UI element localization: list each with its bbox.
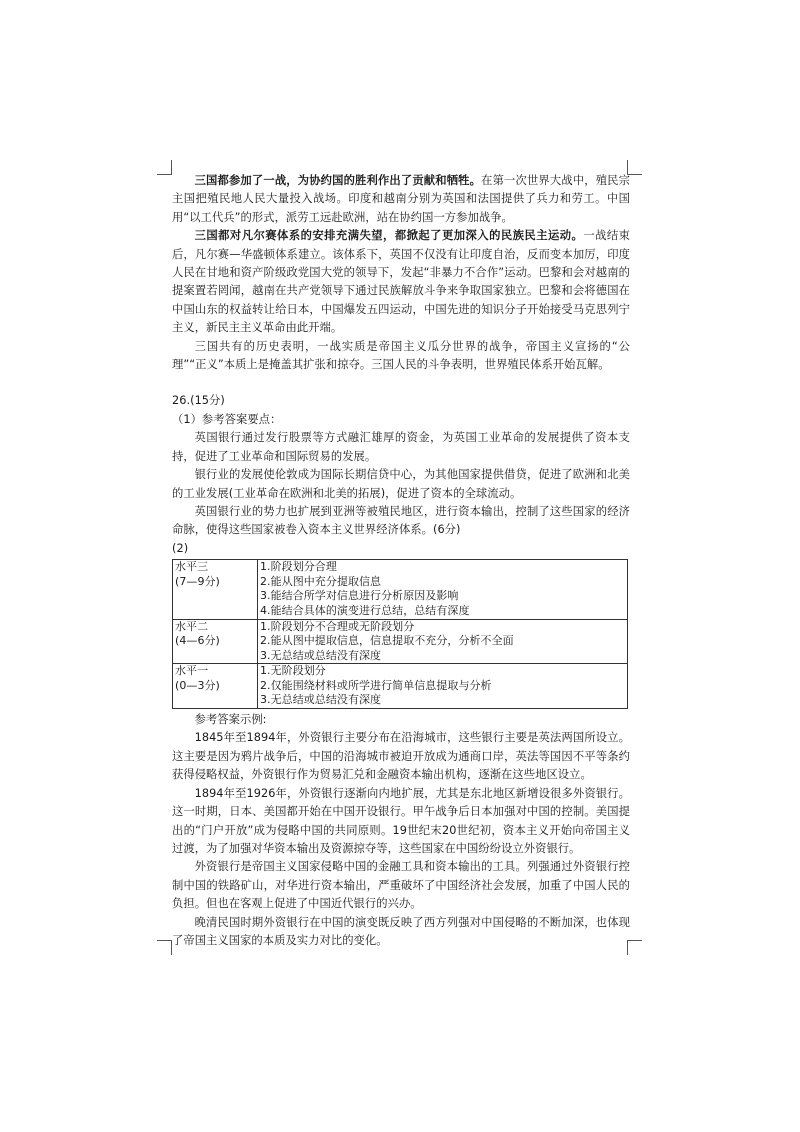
answer-point-1: 英国银行通过发行股票等方式融汇雄厚的资金，为英国工业革命的发展提供了资本支持，促进了工业革命和国际贸易的发展。 — [172, 431, 630, 463]
part1-label: （1）参考答案要点： — [172, 412, 282, 426]
rubric-criterion: 4.能结合具体的演变进行总结，总结有深度 — [260, 603, 470, 617]
rubric-criterion: 1.阶段划分不合理或无阶段划分 — [260, 619, 415, 633]
page-content — [172, 172, 630, 950]
paragraph-versailles — [172, 227, 630, 337]
rubric-level-cell — [173, 560, 258, 619]
example-paragraph-3: 外资银行是帝国主义国家侵略中国的金融工具和资本输出的工具。列强通过外资银行控制中国的铁路矿山，对华进行资本输出，严重破坏了中国经济社会发展，加重了中国人民的负担。但也在客观上促进了中国近代银行的兴办。 — [172, 860, 630, 911]
example-label: 参考答案示例: — [194, 713, 267, 727]
rubric-criterion: 3.无总结或总结没有深度 — [260, 693, 382, 707]
rubric-criteria-cell — [258, 664, 628, 709]
rubric-level: 水平二 — [175, 619, 209, 633]
rubric-criteria-cell — [258, 619, 628, 664]
question-heading: 26.(15分) — [172, 394, 225, 408]
crop-mark-top-left — [157, 160, 172, 175]
rubric-criterion: 3.无总结或总结没有深度 — [260, 648, 382, 662]
rubric-criterion: 2.能从图中充分提取信息 — [260, 574, 382, 588]
rubric-criterion: 1.阶段划分合理 — [260, 560, 337, 574]
answer-point-2: 银行业的发展使伦敦成为国际长期信贷中心，为其他国家提供借贷，促进了欧洲和北美的工业发展(工业革命在欧洲和北美的拓展)，促进了资本的全球流动。 — [172, 468, 630, 500]
rubric-level: 水平三 — [175, 560, 209, 574]
spacer — [172, 374, 630, 392]
answer-point-3: 英国银行业的势力也扩展到亚洲等被殖民地区，进行资本输出，控制了这些国家的经济命脉，使得这些国家被卷入资本主义世界经济体系。(6分) — [172, 504, 630, 537]
rubric-score: (7—9分) — [175, 574, 220, 588]
crop-mark-bottom-left — [157, 940, 172, 955]
rubric-score: (0—3分) — [175, 678, 220, 692]
rubric-criterion: 2.仅能围绕材料或所学进行简单信息提取与分析 — [260, 678, 492, 692]
paragraph-bold-lead: 三国都参加了一战，为协约国的胜利作出了贡献和牺牲。 — [194, 174, 482, 187]
rubric-row — [173, 664, 628, 709]
part2-label: (2) — [172, 541, 189, 555]
rubric-criterion: 2.能从图中提取信息，信息提取不充分，分析不全面 — [260, 634, 514, 648]
scoring-rubric-table — [172, 559, 628, 709]
example-paragraph-1: 1845年至1894年，外资银行主要分布在沿海城市，这些银行主要是英法两国所设立。这主要是因为鸦片战争后，中国的沿海城市被迫开放成为通商口岸，英法等国因不平等条约获得侵略权益，外资银行作为贸易汇兑和金融资本输出机构，逐渐在这些地区设立。 — [172, 731, 630, 782]
rubric-criteria-cell — [258, 560, 628, 619]
paragraph-body: 在第一次世界大战中，殖民宗主国把殖民地人民大量投入战场。印度和越南分别为英国和法国提供了兵力和劳工。中国用“以工代兵”的形式，派劳工远赴欧洲，站在协约国一方参加战争。 — [172, 174, 630, 224]
rubric-row — [173, 560, 628, 619]
rubric-row — [173, 619, 628, 664]
rubric-score: (4—6分) — [175, 634, 220, 648]
rubric-level: 水平一 — [175, 664, 209, 678]
rubric-level-cell — [173, 664, 258, 709]
paragraph-body: 一战结束后，凡尔赛—华盛顿体系建立。该体系下，英国不仅没有让印度自治，反而变本加厉，印度人民在甘地和资产阶级政党国大党的领导下，发起“非暴力不合作”运动。巴黎和会对越南的提案置若罔闻，越南在共产党领导下通过民族解放斗争来争取国家独立。巴黎和会将德国在中国山东的权益转让给日本，中国爆发五四运动，中国先进的知识分子开始接受马克思列宁主义，新民主主义革命由此开端。 — [172, 229, 630, 335]
rubric-criterion: 3.能结合所学对信息进行分析原因及影响 — [260, 589, 459, 603]
example-paragraph-2: 1894年至1926年，外资银行逐渐向内地扩展，尤其是东北地区新增设很多外资银行。这一时期，日本、美国都开始在中国开设银行。甲午战争后日本加强对中国的控制。美国提出的“门户开放”成为侵略中国的共同原则。19世纪末20世纪初，资本主义开始向帝国主义过渡，为了加强对华资本输出及资源掠夺等，这些国家在中国纷纷设立外资银行。 — [172, 786, 630, 855]
paragraph-ww1-contribution — [172, 172, 630, 227]
rubric-level-cell — [173, 619, 258, 664]
rubric-criterion: 1.无阶段划分 — [260, 664, 326, 678]
paragraph-bold-lead: 三国都对凡尔赛体系的安排充满失望，都掀起了更加深入的民族民主运动。 — [194, 229, 584, 243]
paragraph-conclusion: 三国共有的历史表明，一战实质是帝国主义瓜分世界的战争，帝国主义宣扬的“公理”“正义”本质上是掩盖其扩张和掠夺。三国人民的斗争表明，世界殖民体系开始瓦解。 — [172, 339, 630, 372]
example-paragraph-4: 晚清民国时期外资银行在中国的演变既反映了西方列强对中国侵略的不断加深，也体现了帝国主义国家的本质及实力对比的变化。 — [172, 915, 630, 947]
